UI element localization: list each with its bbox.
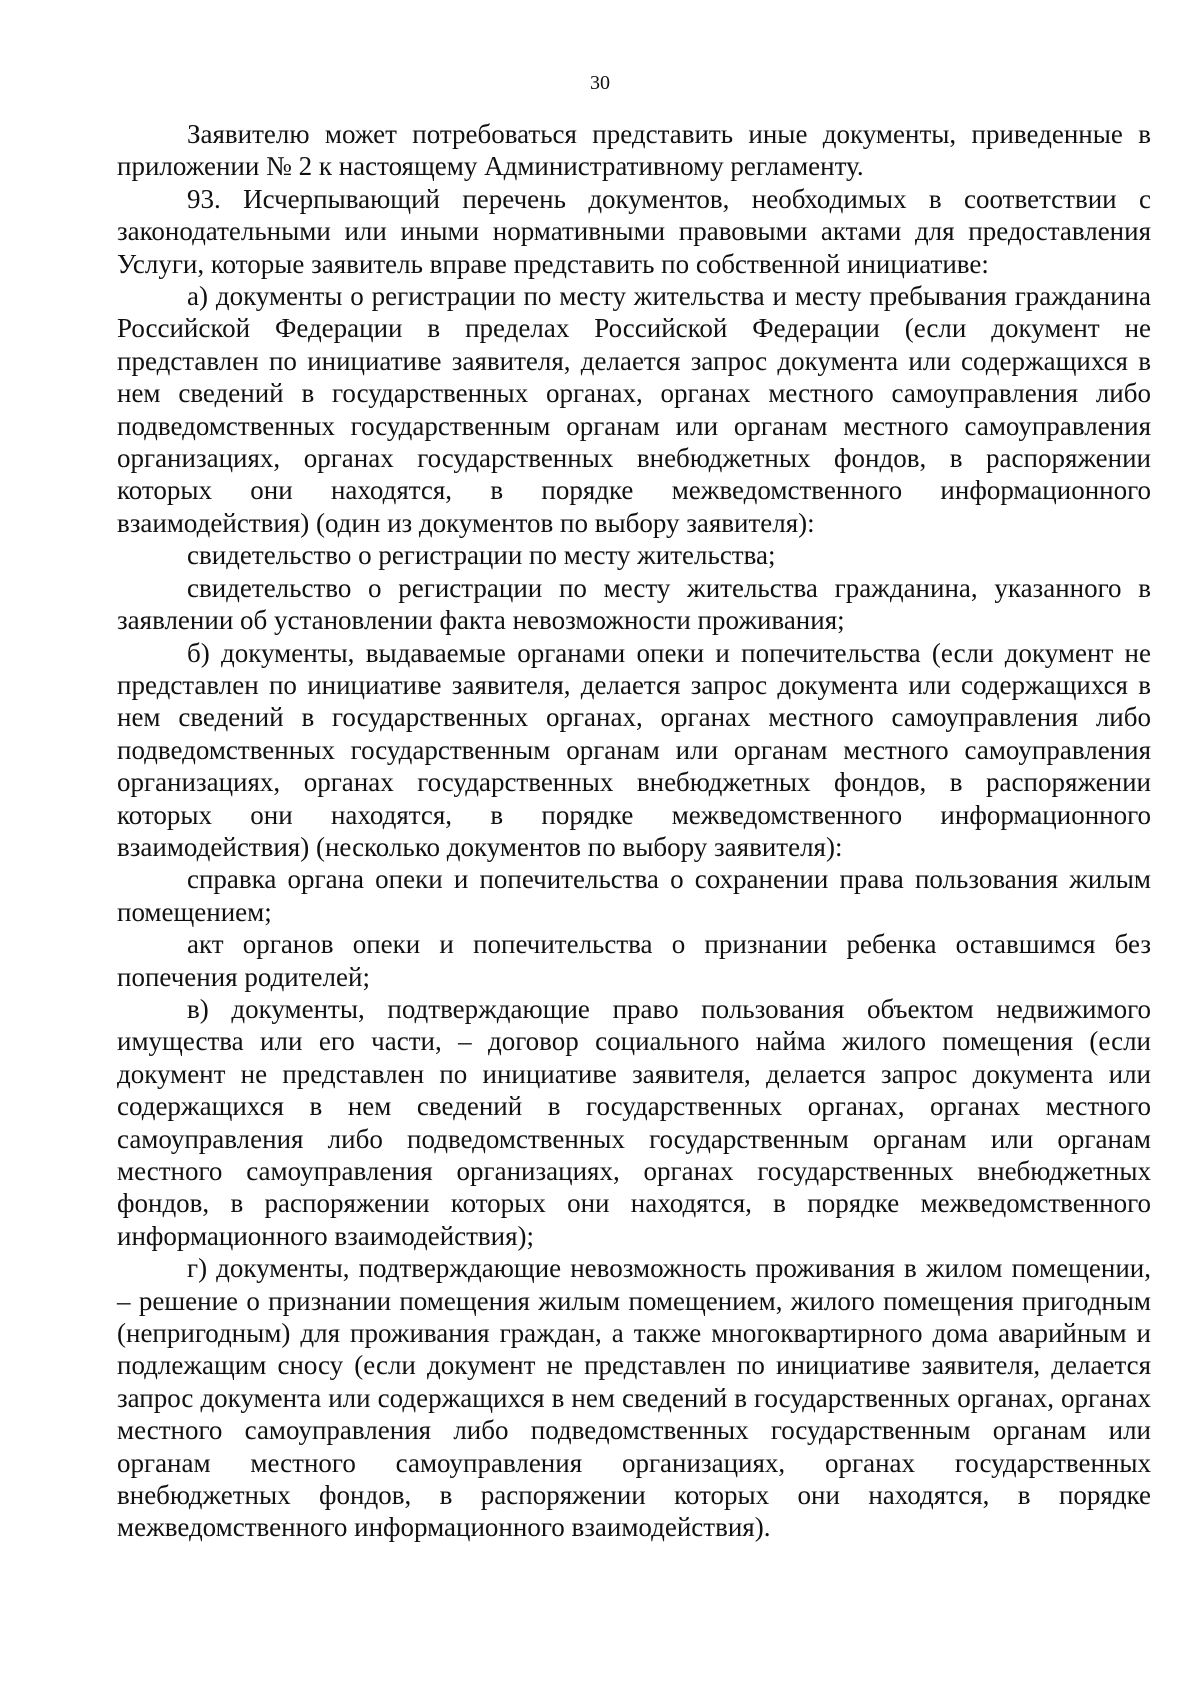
list-item-registration-certificate: свидетельство о регистрации по месту жительства; [187, 540, 776, 571]
list-item-guardianship-act: акт органов опеки и попечительства о признании ребенка оставшимся без попечения родителей; [117, 929, 1151, 992]
list-item-registration-certificate-citizen: свидетельство о регистрации по месту жительства гражданина, указанного в заявлении об установлении факта невозможности проживания; [117, 572, 1151, 636]
paragraph-additional-documents: Заявителю может потребоваться представить иные документы, приведенные в приложении № 2 к настоящему Административному регламенту. [117, 119, 1151, 182]
paragraph-a-registration-documents: а) документы о регистрации по месту жительства и месту пребывания гражданина Российской Федерации в пределах Российской Федерации (если документ не представлен по инициативе заявителя, делается запрос документа или содержащихся в нем сведений в государственных органах, органах местного самоуправления либо подведомственных государственным органам или органам местного самоуправления организациях, органах государственных внебюджетных фондов, в распоряжении которых они находятся, в порядке межведомственного информационного взаимодействия) (один из документов по выбору заявителя): [117, 281, 1151, 538]
paragraph-93-exhaustive-list: 93. Исчерпывающий перечень документов, необходимых в соответствии с законодательными или иными нормативными правовыми актами для предоставления Услуги, которые заявитель вправе представить по собственной инициативе: [117, 183, 1151, 279]
paragraph-v-property-rights-documents: в) документы, подтверждающие право пользования объектом недвижимого имущества или его части, – договор социального найма жилого помещения (если документ не представлен по инициативе заявителя, делается запрос документа или содержащихся в нем сведений в государственных органах, органах местного самоуправления либо подведомственных государственным органам или органам местного самоуправления организациях, органах государственных внебюджетных фондов, в распоряжении которых они находятся, в порядке межведомственного информационного взаимодействия); [117, 993, 1151, 1251]
page-number: 30 [590, 72, 610, 94]
document-body [117, 118, 1151, 1544]
paragraph-b-guardianship-documents: б) документы, выдаваемые органами опеки и попечительства (если документ не представлен по инициативе заявителя, делается запрос документа или содержащихся в нем сведений в государственных органах, органах местного самоуправления либо подведомственных государственным органам или органам местного самоуправления организациях, органах государственных внебюджетных фондов, в распоряжении которых они находятся, в порядке межведомственного информационного взаимодействия) (несколько документов по выбору заявителя): [117, 637, 1151, 862]
list-item-guardianship-certificate: справка органа опеки и попечительства о сохранении права пользования жилым помещением; [117, 864, 1151, 927]
paragraph-g-uninhabitability-documents: г) документы, подтверждающие невозможность проживания в жилом помещении, – решение о признании помещения жилым помещением, жилого помещения пригодным (непригодным) для проживания граждан, а также многоквартирного дома аварийным и подлежащим сносу (если документ не представлен по инициативе заявителя, делается запрос документа или содержащихся в нем сведений в государственных органах, органах местного самоуправления либо подведомственных государственным органам или органам местного самоуправления организациях, органах государственных внебюджетных фондов, в распоряжении которых они находятся, в порядке межведомственного информационного взаимодействия). [117, 1253, 1151, 1543]
